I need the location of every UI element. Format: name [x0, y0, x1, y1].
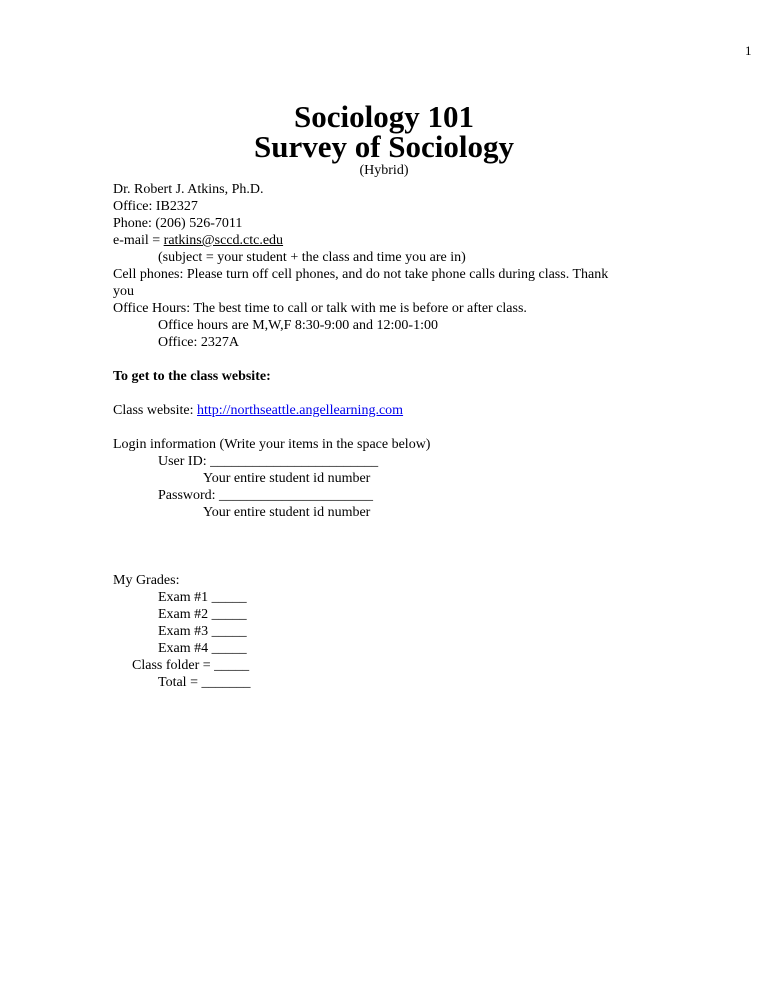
cell-phones-note-cont: you: [113, 284, 134, 299]
user-id-field: User ID: ________________________: [158, 454, 379, 469]
exam1-grade: Exam #1 _____: [158, 590, 247, 605]
class-folder-grade: Class folder = _____: [132, 658, 250, 673]
email-link[interactable]: ratkins@sccd.ctc.edu: [163, 233, 284, 248]
password-field: Password: ______________________: [158, 488, 374, 503]
website-heading: To get to the class website:: [113, 369, 271, 384]
class-website-label: Class website:: [113, 403, 197, 418]
course-title: Sociology 101: [294, 99, 474, 134]
page-number: 1: [745, 43, 752, 58]
office-hours-intro: Office Hours: The best time to call or talk with me is before or after class.: [113, 301, 527, 316]
user-id-hint: Your entire student id number: [203, 471, 371, 486]
login-info: Login information (Write your items in the space below): [113, 437, 431, 452]
email-label: e-mail =: [113, 233, 164, 248]
office-hours: Office hours are M,W,F 8:30-9:00 and 12:00-1:00: [158, 318, 438, 333]
cell-phones-note: Cell phones: Please turn off cell phones, and do not take phone calls during class. Thank: [113, 267, 609, 282]
password-hint: Your entire student id number: [203, 505, 371, 520]
course-format: (Hybrid): [359, 163, 409, 178]
grades-heading: My Grades:: [113, 573, 180, 588]
instructor-name: Dr. Robert J. Atkins, Ph.D.: [113, 182, 264, 197]
exam4-grade: Exam #4 _____: [158, 641, 247, 656]
course-subtitle: Survey of Sociology: [253, 129, 515, 164]
instructor-phone: Phone: (206) 526-7011: [113, 216, 243, 231]
class-website-link[interactable]: http://northseattle.angellearning.com: [197, 403, 404, 418]
instructor-office: Office: IB2327: [113, 199, 198, 214]
class-website-line: [113, 402, 403, 419]
office-room: Office: 2327A: [158, 335, 239, 350]
exam3-grade: Exam #3 _____: [158, 624, 247, 639]
instructor-email-line: [113, 232, 283, 249]
total-grade: Total = _______: [158, 675, 251, 690]
exam2-grade: Exam #2 _____: [158, 607, 247, 622]
email-note: (subject = your student + the class and time you are in): [158, 250, 466, 265]
